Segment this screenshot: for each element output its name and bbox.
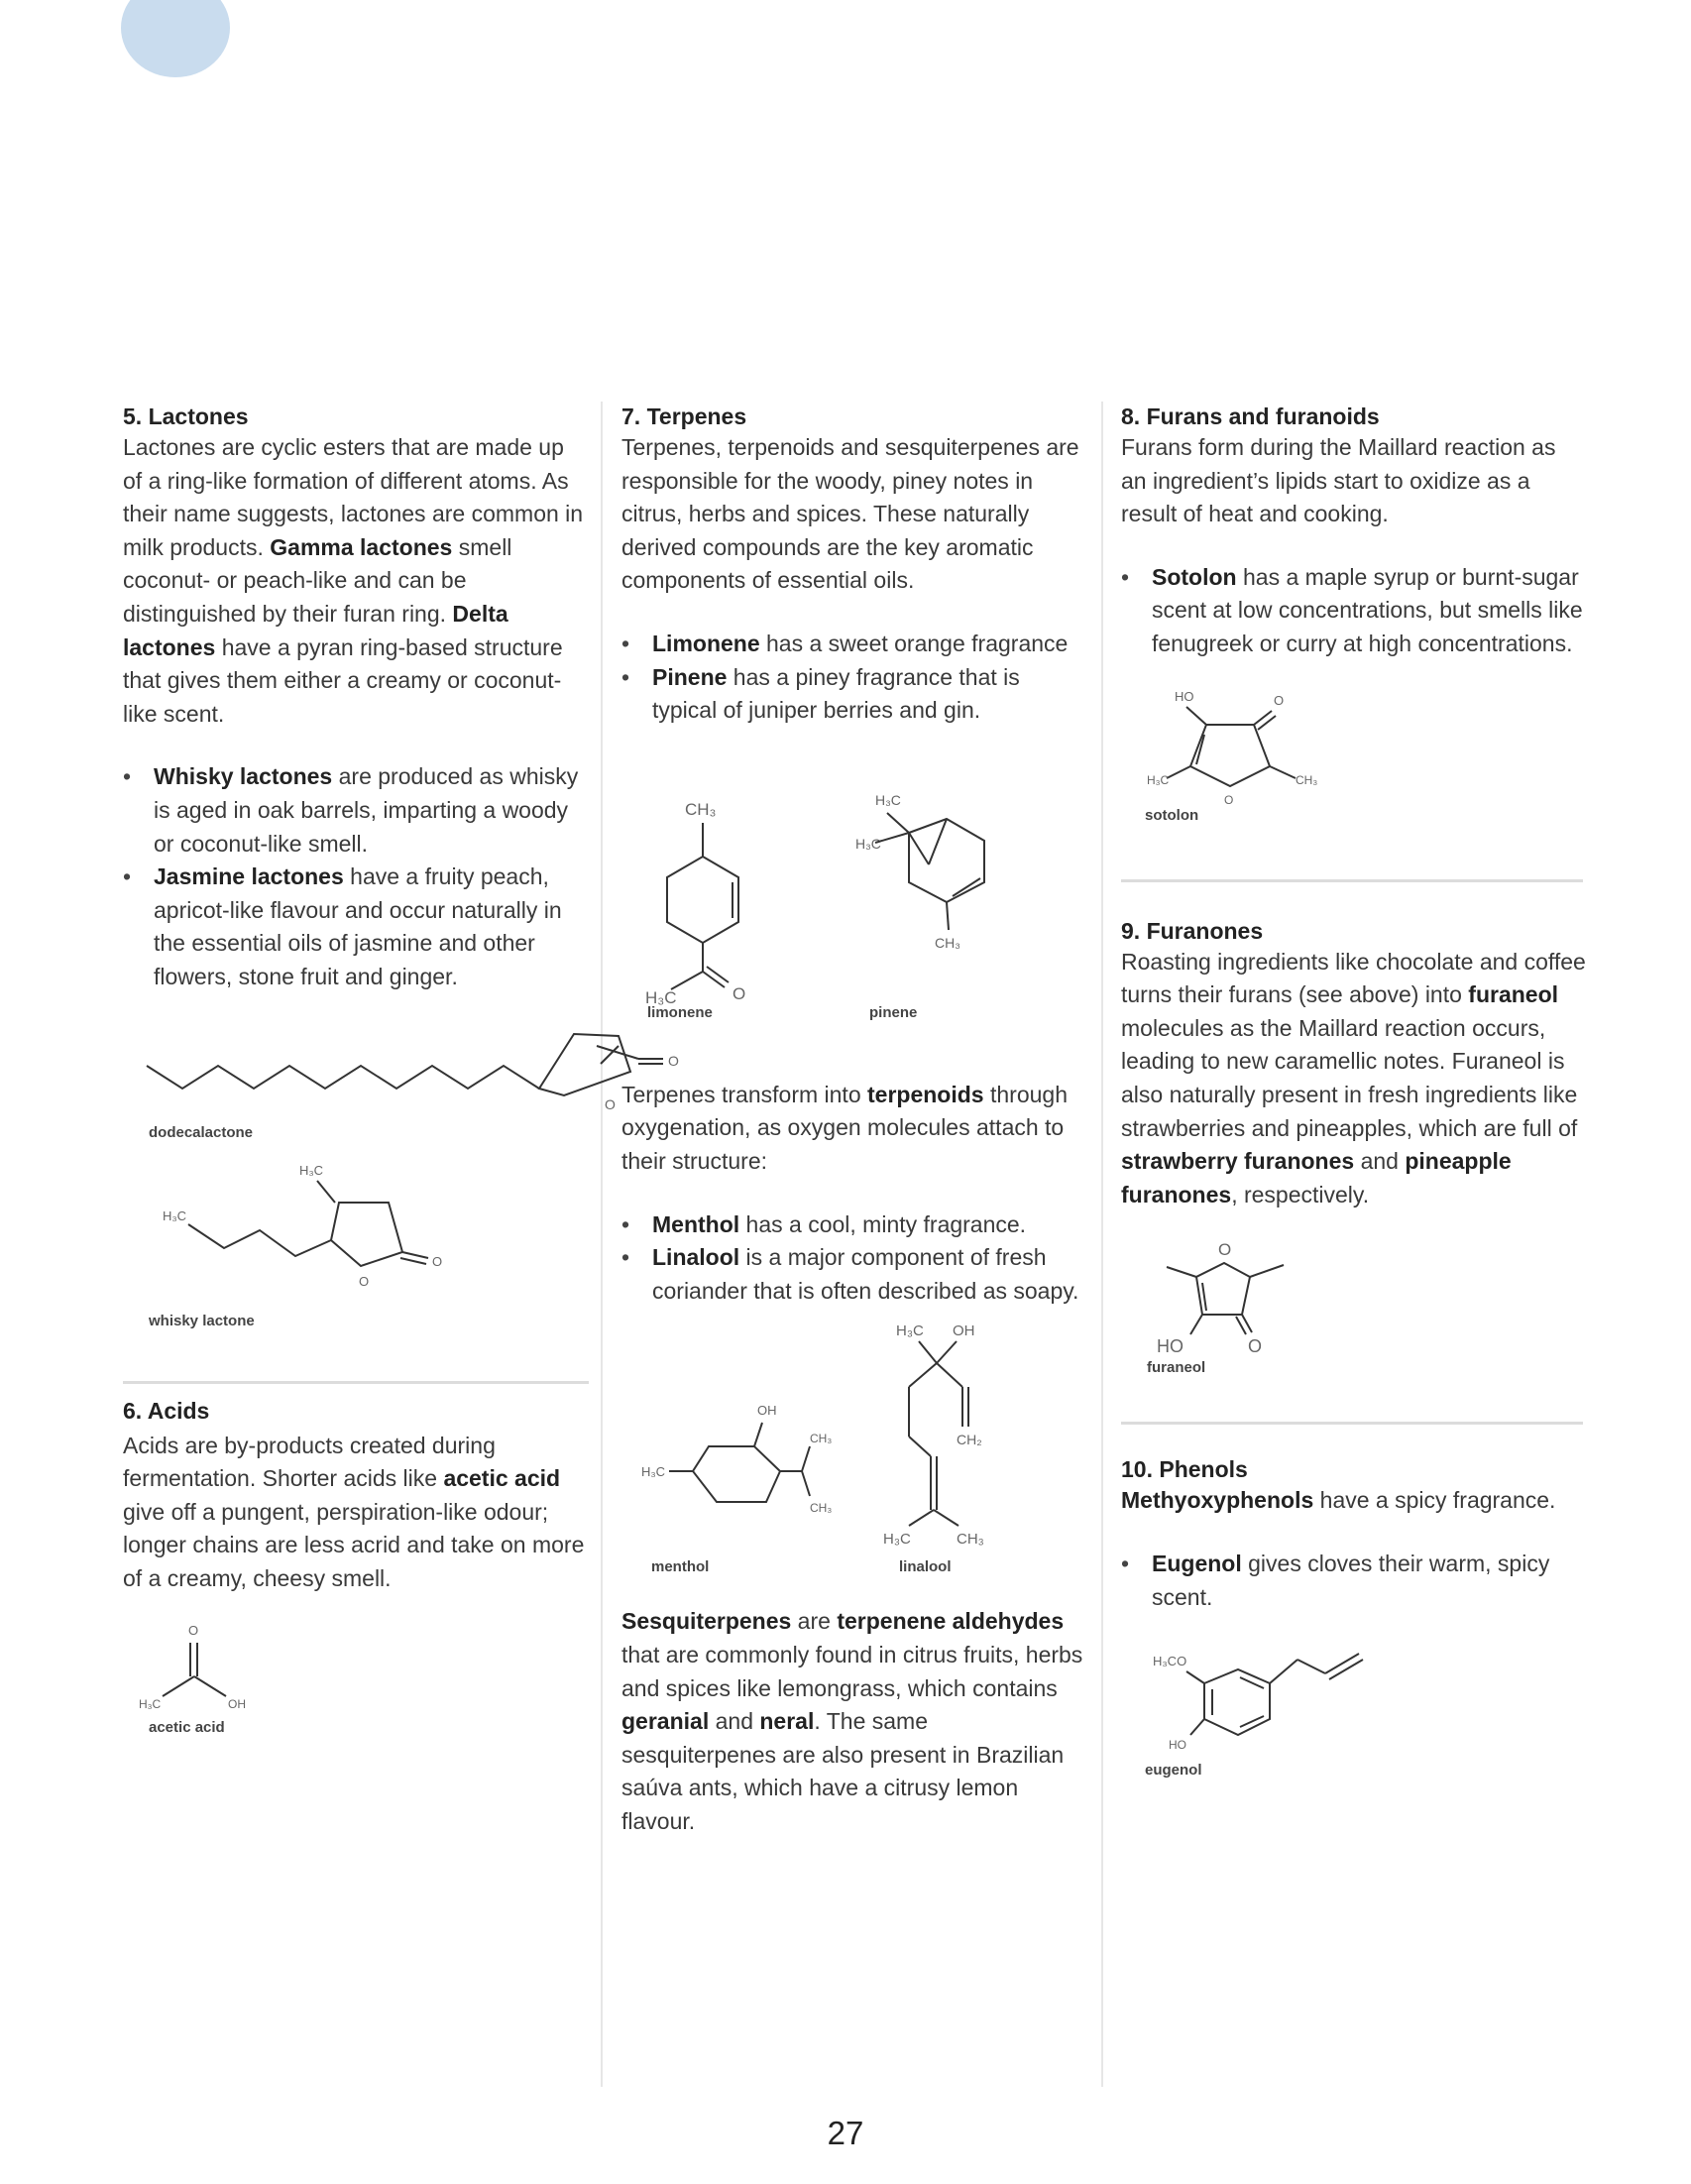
hydroxyl-label: HO [1169,1738,1186,1753]
methyl-label: CH₃ [685,799,717,819]
section-heading: 9. Furanones [1121,917,1264,944]
text-run: are produced as whisky is aged in oak barrels, imparting a woody or coconut-like smell. [154,763,579,857]
bullet-list [621,1208,1085,1309]
text-run: has a maple syrup or burnt-sugar scent at low concentrations, but smells like fenugreek or curry at high concentrations. [1152,563,1583,656]
bold-term: Gamma lactones [270,533,453,560]
bold-term: Linalool [652,1244,740,1271]
sotolon-structure [1121,675,1587,824]
text-run: Terpenes, terpenoids and sesquiterpenes are responsible for the woody, piney notes in citrus, herbs and spices. These naturally derived compounds are the key aromatic components of essential oils. [621,434,1079,594]
section-heading: 10. Phenols [1121,1456,1248,1483]
menthol-linalool-structures [621,1308,1085,1575]
text-run: . The same sesquiterpenes are also present in Brazilian saúva ants, which have a citrusy lemon flavour. [621,1708,1065,1834]
methyl-label: H₃C [875,791,901,808]
methyl-label: H₃C [1147,772,1170,787]
text-run: Furans form during the Maillard reaction as an ingredient’s lipids start to oxidize as a result of heat and cooking. [1121,434,1556,527]
methyl-label: H₃C [139,1697,162,1712]
text-run: Acids are by-products created during fermentation. Shorter acids like [123,1432,496,1492]
bold-term: Methyoxyphenols [1121,1487,1314,1514]
text-run: is a major component of fresh coriander that is often described as soapy. [652,1244,1079,1304]
section-divider [123,1381,589,1384]
list-item [1121,561,1587,661]
structure-caption: pinene [869,1003,918,1021]
methylene-label: CH₂ [957,1432,982,1448]
hydroxyl-label: OH [228,1697,246,1712]
methyl-label: CH₃ [1296,772,1318,787]
section-intro [1121,1484,1587,1518]
hydroxyl-label: HO [1175,688,1194,704]
bold-term: furaneol [1468,981,1559,1008]
methyl-label: CH₃ [810,1432,833,1446]
section-terpenes [621,402,1085,1838]
text-run: Lactones are cyclic esters that are made up of a ring-like formation of different atoms. As their name suggests, lactones are common in milk products. [123,434,584,560]
methyl-label: H₃C [641,1464,666,1480]
section-acids [123,1396,589,1741]
text-run: molecules as the Maillard reaction occurs, leading to new caramellic notes. Furaneol is also naturally present in fresh ingredients like strawberries and pineapples, which are full of [1121,1014,1578,1141]
text-run: and [1354,1148,1406,1175]
methyl-label: CH₃ [957,1531,984,1549]
structure-caption: sotolon [1145,806,1199,824]
list-item [1121,1548,1587,1614]
text-run: that are commonly found in citrus fruits, herbs and spices like lemongrass, which contains [621,1641,1083,1701]
text-run: have a fruity peach, apricot-like flavour and occur naturally in the essential oils of jasmine and other flowers, stone fruit and ginger. [154,863,562,989]
section-heading: 8. Furans and furanoids [1121,403,1380,429]
section-lactones [123,402,679,1329]
structure-caption: linalool [899,1558,952,1576]
text-run: smell coconut- or peach-like and can be distinguished by their furan ring. [123,533,512,627]
bold-term: neral [759,1708,815,1735]
methyl-label: H₃C [299,1162,324,1178]
section-heading: 6. Acids [123,1397,210,1424]
hydroxyl-label: OH [953,1322,975,1340]
bold-term: Pinene [652,663,728,690]
structure-caption: furaneol [1147,1359,1206,1377]
page-number: 27 [827,2115,864,2151]
bold-term: Delta lactones [123,600,508,660]
bold-term: Whisky lactones [154,763,333,790]
oxygen-label: O [188,1623,199,1639]
text-run: has a cool, minty fragrance. [739,1210,1027,1237]
text-run: gives cloves their warm, spicy scent. [1152,1550,1550,1610]
oxygen-label: O [1224,792,1234,807]
bold-term: terpenene aldehydes [837,1608,1065,1635]
oxygen-label: O [1274,692,1285,708]
text-run: has a piney fragrance that is typical of juniper berries and gin. [652,663,1020,724]
bullet-list [123,760,589,993]
text-run: Roasting ingredients like chocolate and coffee turns their furans (see above) into [1121,948,1586,1008]
text-run: give off a pungent, perspiration-like odour; longer chains are less acrid and take on more of a creamy, cheesy smell. [123,1498,585,1591]
dodecalactone-structure [123,1014,679,1143]
list-item [621,661,1085,728]
structure-caption: limonene [647,1003,713,1021]
bold-term: Eugenol [1152,1550,1242,1576]
bullet-list [1121,1548,1587,1614]
structure-caption: menthol [651,1558,710,1576]
bold-term: geranial [621,1708,710,1735]
list-item [123,760,589,861]
bold-term: Jasmine lactones [154,863,344,890]
oxygen-label: O [432,1253,443,1269]
decorative-circle [121,0,230,77]
linalool-structure [883,1322,984,1548]
column-right [1121,402,1587,1788]
list-item [621,1208,1085,1242]
limonene-pinene-structures [621,734,1085,1021]
sesquiterpenes-paragraph [621,1605,1085,1838]
list-item [123,861,589,993]
section-furans [1121,402,1587,824]
whisky-lactone-structure [123,1149,589,1327]
bold-term: acetic acid [443,1465,561,1492]
terpenoids-paragraph [621,1079,1085,1179]
section-intro [123,431,589,731]
section-intro [123,1430,589,1596]
bold-term: strawberry furanones [1121,1148,1355,1175]
section-intro [1121,946,1587,1212]
bold-term: Sotolon [1152,563,1237,590]
text-run: through oxygenation, as oxygen molecules attach to their structure: [621,1081,1068,1174]
methyl-label: H₃C [855,835,881,852]
text-run: , respectively. [1231,1181,1370,1207]
section-furanones [1121,916,1587,1381]
hydroxyl-label: HO [1157,1336,1184,1357]
limonene-structure [645,800,745,1007]
eugenol-structure [1121,1640,1587,1788]
section-heading: 5. Lactones [123,403,249,429]
structure-caption: whisky lactone [149,1312,255,1329]
text-run: have a spicy fragrance. [1313,1487,1556,1514]
oxygen-label: O [668,1052,679,1069]
column-middle [621,402,1085,1838]
bullet-list [621,628,1085,728]
methyl-label: H₃C [163,1207,187,1223]
section-phenols [1121,1454,1587,1788]
acetic-acid-structure [123,1621,321,1740]
pinene-structure [855,792,984,951]
section-heading: 7. Terpenes [621,403,747,429]
bold-term: Limonene [652,630,760,656]
section-intro [1121,431,1587,531]
oxygen-label: O [359,1273,370,1289]
column-divider [601,402,603,2087]
methyl-label: H₃C [883,1531,911,1549]
column-divider [1101,402,1103,2087]
oxygen-label: O [733,983,746,1003]
oxygen-label: O [1218,1240,1232,1260]
bold-term: pineapple furanones [1121,1148,1512,1207]
oxygen-label: O [1248,1336,1263,1357]
bullet-list [1121,561,1587,661]
bold-term: Menthol [652,1210,740,1237]
text-run: are [791,1608,838,1635]
section-intro [621,431,1085,598]
furaneol-structure [1121,1231,1587,1380]
methyl-label: CH₃ [810,1501,833,1516]
bold-term: Sesquiterpenes [621,1608,792,1635]
text-run: Terpenes transform into [621,1081,868,1107]
bold-term: terpenoids [867,1081,984,1107]
text-run: and [709,1708,760,1735]
list-item [621,628,1085,661]
menthol-structure [641,1403,832,1515]
list-item [621,1241,1085,1308]
section-divider [1121,1422,1583,1425]
structure-caption: dodecalactone [149,1123,254,1141]
text-run: has a sweet orange fragrance [759,630,1069,656]
oxygen-label: O [605,1095,616,1112]
hydroxyl-label: OH [757,1403,777,1419]
methyl-label: H₃C [896,1322,924,1340]
text-run: have a pyran ring-based structure that gives them either a creamy or coconut-like scent. [123,633,563,727]
structure-caption: eugenol [1145,1762,1202,1780]
methyl-label: H₃C [645,987,677,1007]
structure-caption: acetic acid [149,1719,225,1737]
methoxy-label: H₃CO [1153,1654,1187,1669]
methyl-label: CH₃ [935,934,960,951]
section-divider [1121,879,1583,882]
